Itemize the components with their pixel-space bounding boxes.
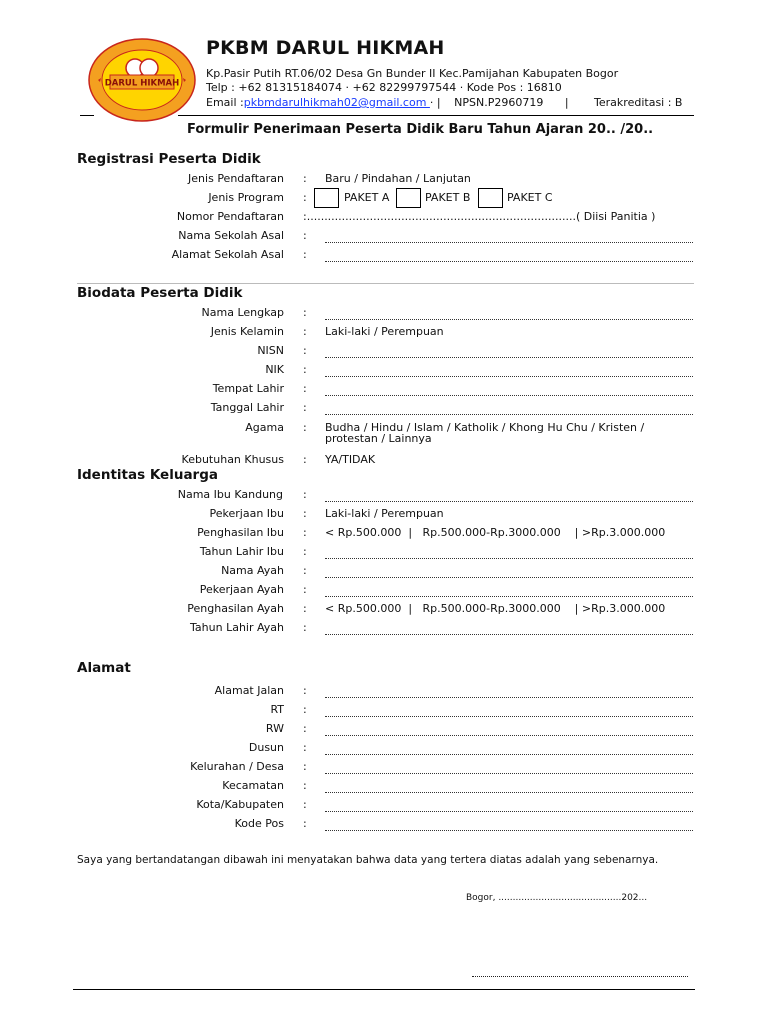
label-pekerjaan-ibu: Pekerjaan Ibu (209, 507, 284, 520)
option-paket-b: PAKET B (425, 191, 471, 204)
email-separator: · | (429, 96, 441, 109)
field-alamat-jalan[interactable] (325, 684, 693, 698)
label-tahun-lahir-ibu: Tahun Lahir Ibu (199, 545, 284, 558)
row-pekerjaan-ayah (0, 583, 768, 599)
row-kode-pos (0, 817, 768, 833)
row-tempat-lahir (0, 382, 768, 398)
value-penghasilan-ibu[interactable]: < Rp.500.000 | Rp.500.000-Rp.3000.000 | >Rp.3.000.000 (325, 526, 666, 539)
row-alamat-sekolah-asal (0, 248, 768, 264)
colon: : (303, 172, 307, 185)
label-nama-ayah: Nama Ayah (221, 564, 284, 577)
colon: : (303, 545, 307, 558)
colon: : (303, 602, 307, 615)
label-jenis-kelamin: Jenis Kelamin (210, 325, 284, 338)
row-tahun-lahir-ayah (0, 621, 768, 637)
option-paket-a: PAKET A (344, 191, 390, 204)
row-jenis-pendaftaran (0, 172, 768, 188)
checkbox-paket-a[interactable] (314, 188, 339, 208)
label-nomor-pendaftaran: Nomor Pendaftaran (176, 210, 284, 223)
row-kota (0, 798, 768, 814)
label-jenis-pendaftaran: Jenis Pendaftaran (188, 172, 284, 185)
colon: : (303, 344, 307, 357)
org-contact-line (206, 96, 682, 109)
colon: : (303, 741, 307, 754)
field-nik[interactable] (325, 363, 693, 377)
school-logo (88, 38, 196, 122)
row-nama-sekolah-asal (0, 229, 768, 245)
colon: : (303, 760, 307, 773)
colon: : (303, 229, 307, 242)
section-title-registrasi: Registrasi Peserta Didik (77, 151, 261, 167)
colon: : (303, 564, 307, 577)
colon: : (303, 526, 307, 539)
email-label: Email : (206, 96, 244, 109)
footer-rule (73, 989, 695, 990)
value-pekerjaan-ibu[interactable]: Laki-laki / Perempuan (325, 507, 444, 520)
label-kecamatan: Kecamatan (222, 779, 284, 792)
colon: : (303, 507, 307, 520)
colon: : (303, 621, 307, 634)
colon: : (303, 684, 307, 697)
org-phone: Telp : +62 81315184074 · +62 82299797544 · Kode Pos : 16810 (206, 81, 562, 94)
form-title: Formulir Penerimaan Peserta Didik Baru Tahun Ajaran 20.. /20.. (187, 122, 654, 137)
email-link[interactable]: pkbmdarulhikmah02@gmail.com (243, 96, 430, 109)
colon: : (303, 363, 307, 376)
colon: : (303, 817, 307, 830)
colon: : (303, 248, 307, 261)
row-jenis-program (0, 191, 768, 207)
label-agama: Agama (245, 421, 284, 434)
label-tempat-lahir: Tempat Lahir (212, 382, 284, 395)
field-kecamatan[interactable] (325, 779, 693, 793)
colon: : (303, 488, 307, 501)
field-tahun-lahir-ibu[interactable] (325, 545, 693, 559)
label-penghasilan-ibu: Penghasilan Ibu (197, 526, 284, 539)
label-kelurahan: Kelurahan / Desa (190, 760, 284, 773)
label-alamat-sekolah-asal: Alamat Sekolah Asal (171, 248, 284, 261)
row-pekerjaan-ibu (0, 507, 768, 523)
colon: : (303, 191, 307, 204)
field-nama-ayah[interactable] (325, 564, 693, 578)
field-nama-lengkap[interactable] (325, 306, 693, 320)
field-tanggal-lahir[interactable] (325, 401, 693, 415)
logo-text: DARUL HIKMAH (104, 78, 180, 89)
org-address: Kp.Pasir Putih RT.06/02 Desa Gn Bunder II Kec.Pamijahan Kabupaten Bogor (206, 67, 619, 80)
field-kelurahan[interactable] (325, 760, 693, 774)
label-nama-ibu: Nama Ibu Kandung (177, 488, 283, 501)
label-kota: Kota/Kabupaten (196, 798, 284, 811)
header-short-rule (80, 115, 94, 116)
label-dusun: Dusun (248, 741, 284, 754)
section-title-biodata: Biodata Peserta Didik (77, 285, 243, 301)
colon: : (303, 798, 307, 811)
label-rw: RW (265, 722, 284, 735)
row-nama-ayah (0, 564, 768, 580)
row-nama-ibu (0, 488, 768, 504)
label-tanggal-lahir: Tanggal Lahir (210, 401, 284, 414)
label-tahun-lahir-ayah: Tahun Lahir Ayah (190, 621, 284, 634)
field-alamat-sekolah-asal[interactable] (325, 248, 693, 262)
row-penghasilan-ibu (0, 526, 768, 542)
label-nisn: NISN (257, 344, 284, 357)
value-jenis-pendaftaran[interactable]: Baru / Pindahan / Lanjutan (325, 172, 471, 185)
row-nomor-pendaftaran (0, 210, 768, 226)
label-nama-sekolah-asal: Nama Sekolah Asal (178, 229, 284, 242)
colon: : (303, 583, 307, 596)
field-rw[interactable] (325, 722, 693, 736)
colon: : (303, 722, 307, 735)
value-nomor-pendaftaran[interactable]: :.............................................................................( Diisi Panitia ) (303, 210, 656, 223)
field-tempat-lahir[interactable] (325, 382, 693, 396)
field-dusun[interactable] (325, 741, 693, 755)
section-divider (77, 283, 694, 284)
value-agama-line2[interactable]: protestan / Lainnya (325, 432, 432, 445)
checkbox-paket-c[interactable] (478, 188, 503, 208)
label-pekerjaan-ayah: Pekerjaan Ayah (199, 583, 284, 596)
row-rt (0, 703, 768, 719)
row-jenis-kelamin (0, 325, 768, 341)
row-tanggal-lahir (0, 401, 768, 417)
organization-name: PKBM DARUL HIKMAH (206, 37, 445, 59)
row-alamat-jalan (0, 684, 768, 700)
field-nama-ibu[interactable] (325, 488, 693, 502)
value-kebutuhan-khusus[interactable]: YA/TIDAK (325, 453, 376, 466)
label-nama-lengkap: Nama Lengkap (201, 306, 284, 319)
label-kode-pos: Kode Pos (234, 817, 284, 830)
npsn-number: NPSN.P2960719 (454, 96, 544, 109)
checkbox-paket-b[interactable] (396, 188, 421, 208)
value-jenis-kelamin[interactable]: Laki-laki / Perempuan (325, 325, 444, 338)
row-dusun (0, 741, 768, 757)
field-kode-pos[interactable] (325, 817, 693, 831)
field-nama-sekolah-asal[interactable] (325, 229, 693, 243)
field-tahun-lahir-ayah[interactable] (325, 621, 693, 635)
row-penghasilan-ayah (0, 602, 768, 618)
colon: : (303, 779, 307, 792)
field-kota[interactable] (325, 798, 693, 812)
field-nisn[interactable] (325, 344, 693, 358)
section-title-keluarga: Identitas Keluarga (77, 467, 218, 483)
place-date[interactable]: Bogor, ...........................................202... (466, 893, 648, 903)
colon: : (303, 306, 307, 319)
row-rw (0, 722, 768, 738)
field-pekerjaan-ayah[interactable] (325, 583, 693, 597)
signature-line[interactable] (472, 968, 688, 977)
label-nik: NIK (265, 363, 284, 376)
label-penghasilan-ayah: Penghasilan Ayah (187, 602, 284, 615)
colon: : (303, 703, 307, 716)
colon: : (303, 382, 307, 395)
row-kecamatan (0, 779, 768, 795)
colon: : (303, 401, 307, 414)
value-penghasilan-ayah[interactable]: < Rp.500.000 | Rp.500.000-Rp.3000.000 | >Rp.3.000.000 (325, 602, 666, 615)
row-nama-lengkap (0, 306, 768, 322)
accreditation: Terakreditasi : B (594, 96, 683, 109)
statement-text: Saya yang bertandatangan dibawah ini menyatakan bahwa data yang tertera diatas adalah yang sebenarnya. (77, 854, 659, 866)
label-jenis-program: Jenis Program (208, 191, 284, 204)
value-agama-line1[interactable]: Budha / Hindu / Islam / Katholik / Khong Hu Chu / Kristen / (325, 421, 645, 434)
field-rt[interactable] (325, 703, 693, 717)
row-agama (0, 421, 768, 451)
label-kebutuhan-khusus: Kebutuhan Khusus (181, 453, 284, 466)
section-title-alamat: Alamat (77, 660, 131, 676)
label-alamat-jalan: Alamat Jalan (214, 684, 284, 697)
option-paket-c: PAKET C (507, 191, 553, 204)
row-kelurahan (0, 760, 768, 776)
label-rt: RT (270, 703, 284, 716)
row-nik (0, 363, 768, 379)
header-rule (178, 115, 694, 116)
colon: : (303, 325, 307, 338)
separator: | (564, 96, 569, 109)
colon: : (303, 421, 307, 434)
row-tahun-lahir-ibu (0, 545, 768, 561)
row-nisn (0, 344, 768, 360)
colon: : (303, 453, 307, 466)
